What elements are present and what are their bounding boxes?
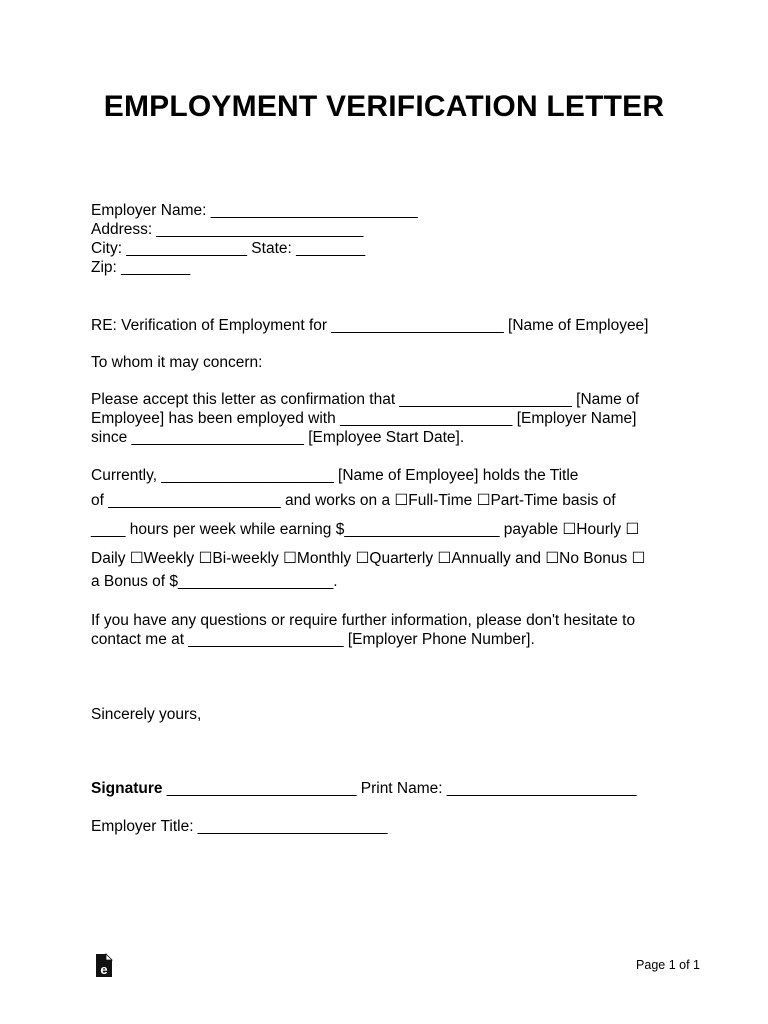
confirmation-paragraph [91,390,691,447]
paragraph-line: Please accept this letter as confirmation that ____________________ [Name of [91,391,640,408]
employment-details-paragraph [91,466,691,591]
employer-name-field: Employer Name: ________________________ [91,202,418,219]
paragraph-line: ____ hours per week while earning $__________________ payable ☐Hourly ☐ [91,521,640,538]
paragraph-line: Daily ☐Weekly ☐Bi-weekly ☐Monthly ☐Quarterly ☐Annually and ☐No Bonus ☐ [91,550,646,567]
zip-field: Zip: ________ [91,259,191,276]
page-number: Page 1 of 1 [636,958,700,972]
signature-print-name-fields: ______________________ Print Name: ______________________ [162,780,637,797]
employer-title-field: Employer Title: ______________________ [91,818,388,835]
signature-label: Signature [91,780,163,797]
paragraph-line: If you have any questions or require further information, please don't hesitate to [91,612,636,629]
paragraph-line: since ____________________ [Employee Start Date]. [91,429,465,446]
paragraph-line: a Bonus of $__________________. [91,573,338,590]
salutation: To whom it may concern: [91,354,263,371]
questions-paragraph [91,611,691,649]
svg-text:e: e [100,962,108,977]
address-field: Address: ________________________ [91,221,364,238]
paragraph-line: Employee] has been employed with ____________________ [Employer Name] [91,410,637,427]
re-line: RE: Verification of Employment for ____________________ [Name of Employee] [91,317,649,334]
paragraph-line: of ____________________ and works on a ☐Full-Time ☐Part-Time basis of [91,492,616,509]
paragraph-line: Currently, ____________________ [Name of Employee] holds the Title [91,467,579,484]
paragraph-line: contact me at __________________ [Employer Phone Number]. [91,631,535,648]
document-title: EMPLOYMENT VERIFICATION LETTER [103,90,665,123]
closing: Sincerely yours, [91,706,202,723]
signature-line [91,779,691,798]
eforms-logo-icon [94,951,114,979]
city-state-field: City: ______________ State: ________ [91,240,366,257]
employer-info-block [91,201,691,277]
